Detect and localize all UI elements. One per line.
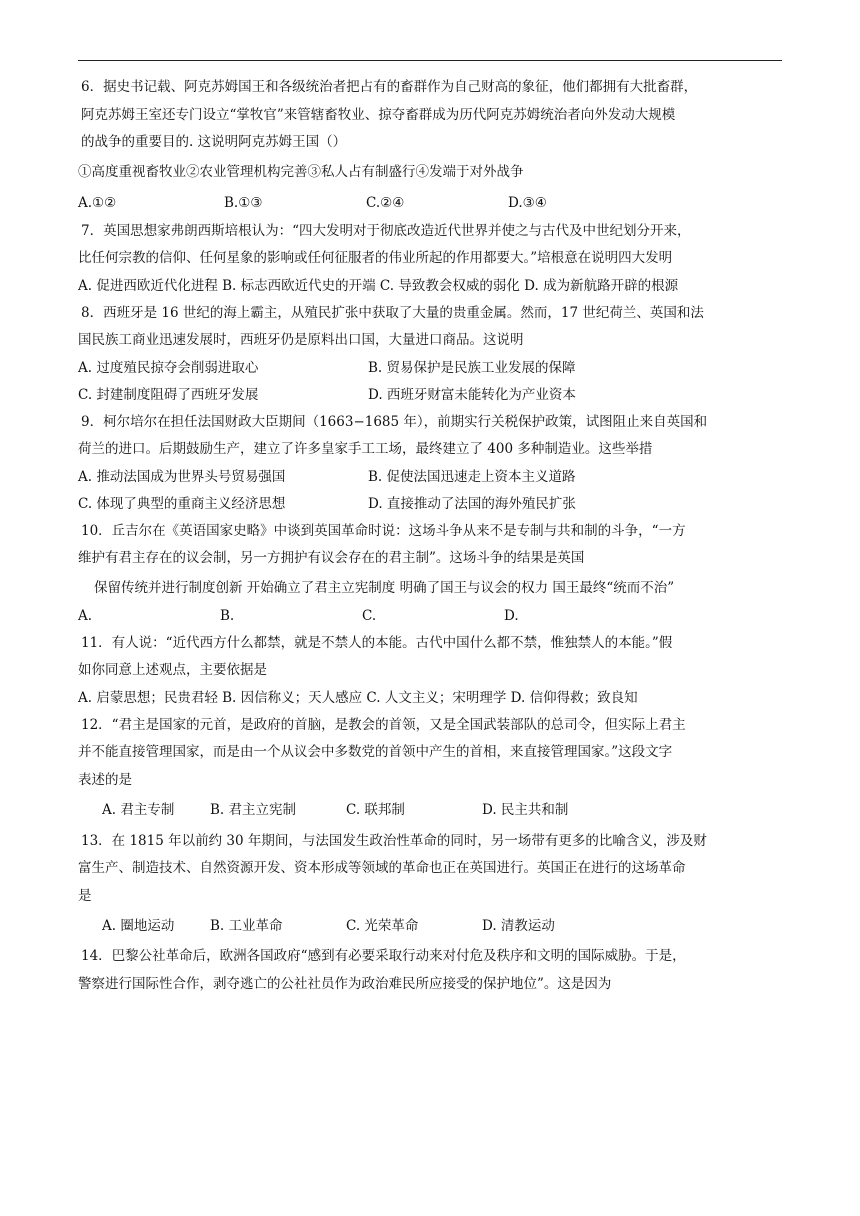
question-7-line-2: 比任何宗教的信仰、任何星象的影响或任何征服者的伟业所起的作用都要大。”培根意在说明四大发明 [78,250,673,266]
question-11 [78,630,782,712]
question-13-line-2: 富生产、制造技术、自然资源开发、资本形成等领域的革命也正在英国进行。英国正在进行的这场革命 [78,860,686,876]
option-c: C. 光荣革命 [346,918,419,934]
question-8 [78,300,782,409]
option-a: A. 君主专制 [102,802,175,818]
question-10-line-1: 10．丘吉尔在《英语国家史略》中谈到英国革命时说：这场斗争从来不是专制与共和制的斗争，“一方 [81,522,686,539]
question-9-line-2: 荷兰的进口。后期鼓励生产，建立了许多皇家手工工场，最终建立了 400 多种制造业。这些举措 [78,441,653,457]
option-c: C. 体现了典型的重商主义经济思想 [78,495,286,512]
question-12-line-1: 12．“君主是国家的元首，是政府的首脑，是教会的首领，又是全国武装部队的总司令，但实际上君主 [81,716,686,733]
option-d: D. [504,607,519,624]
question-9 [78,409,782,518]
question-11-line-1: 11．有人说：“近代西方什么都禁，就是不禁人的本能。古代中国什么都不禁，惟独禁人的本能。”假 [81,634,673,651]
question-6-line-2: 阿克苏姆王室还专门设立“掌牧官”来管辖畜牧业、掠夺畜群成为历代阿克苏姆统治者向外发动大规模 [81,106,676,123]
question-10-choice-texts: 保留传统并进行制度创新 开始确立了君主立宪制度 明确了国王与议会的权力 国王最终“统而不治” [94,579,675,596]
question-8-options-row-1 [78,355,782,382]
question-14 [78,943,782,998]
question-10-option-letters [78,603,782,630]
question-10 [78,518,782,630]
question-13-line-3: 是 [78,887,92,904]
question-13-line-1: 13．在 1815 年以前约 30 年期间，与法国发生政治性革命的同时，另一场带有更多的比喻含义，涉及财 [81,833,707,849]
question-13-options [78,910,782,943]
question-7 [78,218,782,300]
option-b: B. 君主立宪制 [210,802,297,818]
option-d: D. 西班牙财富未能转化为产业资本 [368,386,576,403]
option-b: B. [220,607,235,624]
question-7-options: A. 促进西欧近代化进程 B. 标志西欧近代史的开端 C. 导致教会权威的弱化 D. 成为新航路开辟的根源 [78,277,679,294]
option-c: C. [362,607,377,624]
question-6-line-1: 6．据史书记载、阿克苏姆国王和各级统治者把占有的畜群作为自己财高的象征，他们都拥有大批畜群， [81,79,698,95]
question-6-options [78,188,782,218]
question-12-line-2: 并不能直接管理国家，而是由一个从议会中多数党的首领中产生的首相，来直接管理国家。”这段文字 [78,744,673,760]
question-9-options-row-1 [78,464,782,491]
option-a: A. 推动法国成为世界头号贸易强国 [78,468,286,485]
question-6-line-4: ①高度重视畜牧业②农业管理机构完善③私人占有制盛行④发端于对外战争 [78,163,524,180]
question-7-line-1: 7．英国思想家弗朗西斯培根认为：“四大发明对于彻底改造近代世界并使之与古代及中世纪划分开来， [81,222,691,239]
question-14-line-2: 警察进行国际性合作，剥夺逃亡的公社社员作为政治难民所应接受的保护地位”。这是因为 [78,975,612,992]
question-14-line-1: 14．巴黎公社革命后，欧洲各国政府“感到有必要采取行动来对付危及秩序和文明的国际威胁。于是， [81,948,686,964]
header-rule [78,60,782,61]
option-a: A. 过度殖民掠夺会削弱进取心 [78,359,259,376]
option-b: B.①③ [224,194,263,211]
option-b: B. 促使法国迅速走上资本主义道路 [368,468,576,485]
option-d: D. 直接推动了法国的海外殖民扩张 [368,495,576,512]
option-c: C.②④ [366,194,405,211]
option-c: C. 联邦制 [346,802,405,818]
option-d: D.③④ [508,194,547,211]
question-11-line-2: 如你同意上述观点，主要依据是 [78,662,267,678]
question-13 [78,827,782,943]
question-9-options-row-2 [78,491,782,518]
question-6-line-3: 的战争的重要目的. 这说明阿克苏姆王国（） [81,134,347,150]
option-c: C. 封建制度阻碍了西班牙发展 [78,386,259,403]
question-list [78,74,782,998]
question-10-line-2: 维护有君主存在的议会制，另一方拥护有议会存在的君主制”。这场斗争的结果是英国 [78,550,585,566]
option-d: D. 清教运动 [482,918,555,934]
question-12-line-3: 表述的是 [78,771,132,788]
question-11-options: A. 启蒙思想；民贵君轻 B. 因信称义；天人感应 C. 人文主义；宋明理学 D. 信仰得救；致良知 [78,689,638,706]
option-d: D. 民主共和制 [482,802,569,818]
question-12-options [78,794,782,827]
option-a: A.①② [78,194,117,211]
option-b: B. 贸易保护是民族工业发展的保障 [368,359,576,376]
question-12 [78,712,782,828]
question-8-options-row-2 [78,382,782,409]
option-a: A. [78,607,93,624]
question-8-line-2: 国民族工商业迅速发展时，西班牙仍是原料出口国，大量进口商品。这说明 [78,332,524,348]
question-9-line-1: 9．柯尔培尔在担任法国财政大臣期间（1663−1685 年），前期实行关税保护政策，试图阻止来自英国和 [81,413,708,430]
question-8-line-1: 8．西班牙是 16 世纪的海上霸主，从殖民扩张中获取了大量的贵重金属。然而，17 世纪荷兰、英国和法 [81,304,704,321]
option-a: A. 圈地运动 [102,918,175,934]
question-6 [78,74,782,218]
option-b: B. 工业革命 [210,918,283,934]
